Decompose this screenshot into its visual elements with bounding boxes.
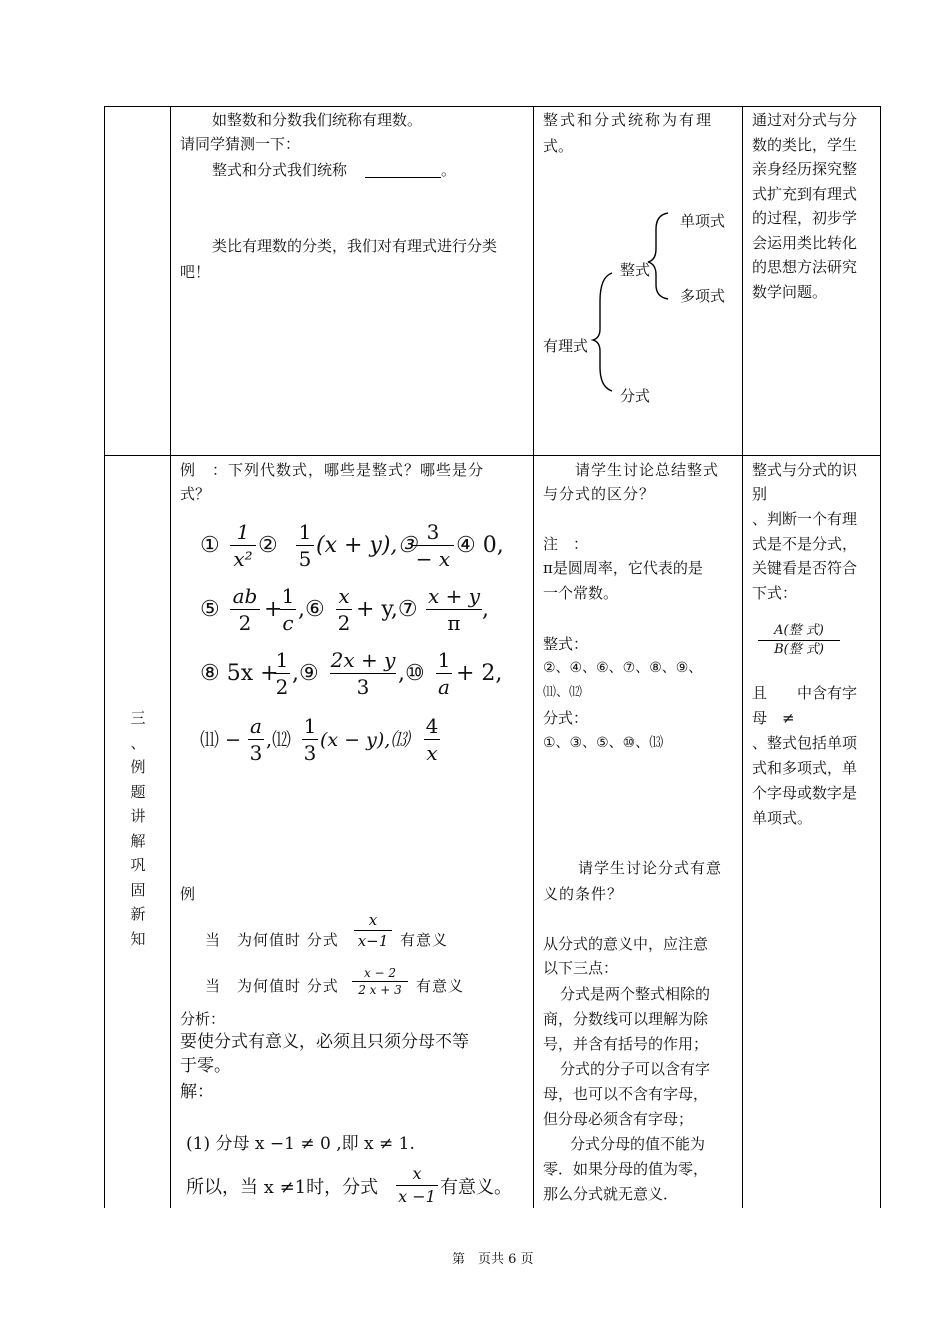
intro-line-3-end: 。 [441,161,457,179]
example2-q2-suffix: 有意义 [416,977,465,995]
expr-11-label: ⑾ − [200,729,241,751]
col4-mid-l8: 母 ≠ [752,709,795,727]
example2-q2-prefix: 当 为何值时 分式 [205,977,339,995]
expr-5-label: ⑤ [200,597,220,622]
col3-mid-l4: π是圆周率，它代表的是 [543,559,703,577]
expr-9-label: ,⑨ [292,661,319,686]
col3-mid-l11: 请学生讨论分式有意 [578,859,723,877]
intro-line-1: 如整数和分数我们统称有理数。 [212,111,423,129]
col3-mid-l23: 那么分式就无意义． [543,1185,679,1203]
col3-mid-l19: 母，也可以不含有字母， [543,1085,709,1103]
expr-1-frac: 1 x² [230,519,256,572]
col3-mid-l5: 一个常数。 [543,584,619,602]
example1-title-1: 例 ：下列代数式，哪些是整式？哪些是分 [180,461,485,479]
example2-q1-prefix: 当 为何值时 分式 [205,931,339,949]
expr-12-label: ,⑿ [266,729,292,751]
expr-12-frac: 1 3 [303,714,317,765]
expr-10-body: + 2, [456,661,503,686]
expr-8: ⑧ 5x + [200,661,279,686]
tree-fenshi: 分式 [620,387,651,405]
col4-mid-l1: 整式与分式的识 [752,461,858,479]
table-border-left [104,106,105,1208]
page-footer: 第 页共 6 页 [452,1252,534,1267]
expr-5-frac-b: 1 c [281,584,295,635]
col3-mid-l2: 与分式的区分？ [543,485,656,503]
col4-mid-l4: 式是不是分式， [752,535,858,553]
col3-mid-l17: 号，并含有括号的作用； [543,1035,709,1053]
example2-analysis-1: 要使分式有意义，必须且只须分母不等 [180,1032,469,1052]
expr-1-label: ① [200,533,220,558]
col3-mid-l9: 分式： [543,709,589,727]
table-row-divider [104,455,881,456]
col4-mid-l6: 下式： [752,584,798,602]
tree-youlishi: 有理式 [543,337,589,355]
col4-mid-l2: 别 [752,485,768,503]
col4-mid-l3: 、判断一个有理 [752,510,858,528]
table-col-divider-2 [533,106,534,1208]
expr-2-label: ② [258,533,278,558]
expr-2-body: (x + y),③ [316,533,418,558]
col3-mid-l14: 以下三点： [543,959,619,977]
tree-braces [590,205,680,395]
intro-line-5: 吧！ [180,263,211,281]
expr-3-frac: 3 − x [412,519,454,572]
table-border-top [104,106,881,107]
col3-mid-l8: ⑾、⑿ [543,685,583,700]
col3-mid-l10: ①、③、⑤、⑩、⒀ [543,735,664,751]
col4-top-goal: 通过对分式与分 数的类比，学生 亲身经历探究整 式扩充到有理式 的过程，初步学 会运用类比转化 的思想方法研究 数学问题。 [752,111,858,301]
example2-analysis-label: 分析： [180,1010,226,1028]
example2-q1-suffix: 有意义 [400,931,449,949]
col3-mid-l12: 义的条件？ [543,885,624,903]
answer-blank-line [365,177,441,178]
col4-mid-l5: 关键看是否符合 [752,559,858,577]
col4-mid-l7: 且 中含有字 [752,684,858,702]
tree-duoxiangshi: 多项式 [680,287,726,305]
intro-line-2: 请同学猜测一下： [180,135,301,153]
col3-mid-l20: 但分母必须含有字母； [543,1110,694,1128]
example2-title: 例 [180,885,196,903]
intro-line-4: 类比有理数的分类，我们对有理式进行分类 [212,237,498,255]
expr-7-label: + y,⑦ [356,597,418,622]
col4-fraction: A(整 式) B(整 式) [758,622,840,659]
col4-mid-l9: 、整式包括单项 [752,734,858,752]
expr-6-frac: x 2 [337,584,351,635]
example1-title-2: 式？ [180,485,211,503]
col3-top-line-2: 式。 [543,137,574,155]
col3-mid-l13: 从分式的意义中，应注意 [543,935,709,953]
expr-10-frac: 1 a [437,648,451,699]
example2-q2-frac: x − 2 2 x + 3 [352,965,408,998]
col3-mid-l21: 分式分母的值不能为 [570,1135,706,1153]
expr-9-frac: 2x + y 3 [330,648,396,699]
col3-mid-l18: 分式的分子可以含有字 [560,1060,711,1078]
col4-mid-l10: 式和多项式，单 [752,759,858,777]
intro-line-3: 整式和分式我们统称 [212,161,348,179]
col3-mid-l15: 分式是两个整式相除的 [560,985,711,1003]
col3-mid-l6: 整式： [543,635,589,653]
expr-10-label: ,⑩ [398,661,425,686]
tree-danxiangshi: 单项式 [680,212,726,230]
expr-11-frac: a 3 [249,714,263,765]
col4-mid-l12: 单项式。 [752,809,813,827]
table-border-right [880,106,881,1208]
col4-mid-l11: 个字母或数字是 [752,784,858,802]
example2-q1-frac: x x−1 [354,910,392,951]
expr-5-frac-a: ab 2 [230,583,260,636]
section-label: 三 、 例 题 讲 解 巩 固 新 知 [130,709,146,948]
col3-mid-l16: 商，分数线可以理解为除 [543,1010,709,1028]
example2-analysis-2: 于零。 [180,1056,231,1076]
expr-6-label: ,⑥ [298,597,325,622]
col3-top-line-1: 整式和分式统称为有理 [543,111,714,129]
example2-solution-frac: x x −1 [396,1163,438,1208]
expr-7-frac: x + y π [427,584,481,635]
expr-5-plus: + [264,597,283,622]
table-col-divider-3 [742,106,743,1208]
example2-solution-2-suffix: 有意义。 [440,1177,512,1198]
table-col-divider-1 [170,106,171,1208]
expr-8-frac: 1 2 [275,648,289,699]
expr-4: ④ 0, [456,533,504,558]
expr-7-comma: , [482,597,489,622]
expr-2-frac: 1 5 [296,519,314,572]
expr-12-body: (x − y),⒀ [320,729,410,751]
example2-solution-label: 解： [180,1082,214,1102]
col3-mid-l1: 请学生讨论总结整式 [575,461,720,479]
tree-zhengshi: 整式 [620,261,651,279]
col3-mid-l7: ②、④、⑥、⑦、⑧、⑨、 [543,660,703,676]
example2-solution-2-prefix: 所以，当 x ≠1时，分式 [186,1177,379,1198]
col3-mid-l3: 注 ： [543,535,589,553]
col3-mid-l22: 零．如果分母的值为零， [543,1160,709,1178]
expr-13-frac: 4 x [425,714,439,765]
example2-solution-1: (1) 分母 x −1 ≠ 0 ,即 x ≠ 1. [186,1134,415,1154]
